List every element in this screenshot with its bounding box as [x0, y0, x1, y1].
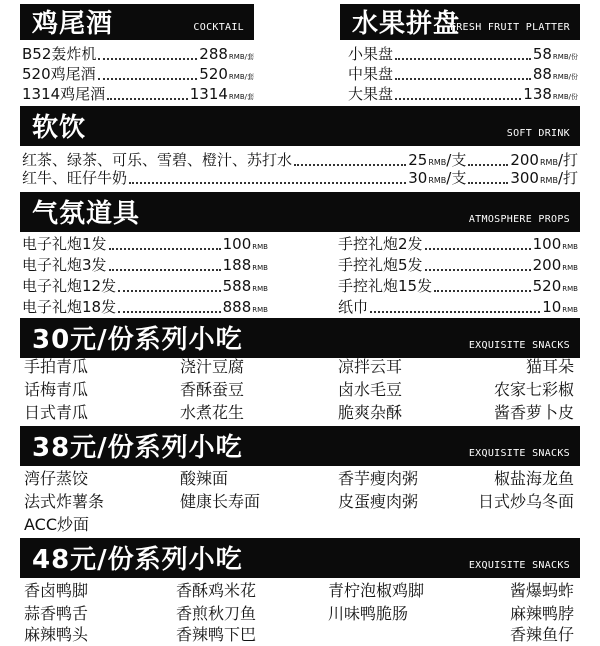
snack-item: 麻辣鸭脖: [509, 604, 574, 623]
snack-item: 蒜香鸭舌: [24, 604, 89, 623]
snack-item: 水煮花生: [180, 403, 245, 422]
snacks48-header: [20, 538, 580, 578]
snack-item: 香酥鸡米花: [176, 581, 257, 600]
props-item: 电子礼炮18发 888 RMB: [22, 298, 268, 316]
soft-drink-subtitle: SOFT DRINK: [506, 128, 570, 139]
props-item: 手控礼炮5发 200 RMB: [338, 256, 578, 274]
snack-item: 椒盐海龙鱼: [493, 469, 574, 488]
snack-item: 香辣鱼仔: [509, 625, 574, 644]
cocktail-item: 520鸡尾酒 520 RMB/套: [22, 65, 254, 83]
snacks48-title: 48元/份系列小吃: [32, 544, 243, 575]
props-subtitle: ATMOSPHERE PROPS: [468, 214, 570, 225]
snack-item: 话梅青瓜: [24, 380, 89, 399]
cocktail-header: [20, 4, 254, 40]
snack-item: 青柠泡椒鸡脚: [328, 581, 425, 600]
snacks38-title: 38元/份系列小吃: [32, 432, 243, 463]
snacks48-subtitle: EXQUISITE SNACKS: [468, 560, 570, 571]
fruit-title: 水果拼盘: [352, 8, 461, 39]
props-title: 气氛道具: [32, 198, 141, 229]
fruit-subtitle: FRESH FRUIT PLATTER: [449, 22, 570, 33]
props-item: 手控礼炮15发 520 RMB: [338, 277, 578, 295]
snack-item: 香辣鸭下巴: [176, 625, 257, 644]
fruit-item: 大果盘 138 RMB/份: [348, 85, 578, 103]
snack-item: 手拍青瓜: [24, 357, 89, 376]
snack-item: 麻辣鸭头: [24, 625, 89, 644]
props-item: 电子礼炮1发 100 RMB: [22, 235, 268, 253]
snack-item: 香卤鸭脚: [24, 581, 89, 600]
snacks30-header: [20, 318, 580, 358]
snack-item: 湾仔蒸饺: [24, 469, 89, 488]
snack-item: ACC炒面: [24, 515, 90, 534]
cocktail-title: 鸡尾酒: [32, 8, 114, 39]
soft-drink-line: 红茶、绿茶、可乐、雪碧、橙汁、苏打水 25 RMB /支 200 RMB /打: [22, 151, 578, 169]
snack-item: 酱爆蚂蚱: [509, 581, 574, 600]
snack-item: 浇汁豆腐: [180, 357, 245, 376]
props-item: 手控礼炮2发 100 RMB: [338, 235, 578, 253]
snacks38-subtitle: EXQUISITE SNACKS: [468, 448, 570, 459]
cocktail-item: 1314鸡尾酒 1314 RMB/套: [22, 85, 254, 103]
snack-item: 香芋瘦肉粥: [338, 469, 419, 488]
snack-item: 日式炒乌冬面: [477, 492, 574, 511]
snack-item: 脆爽杂酥: [338, 403, 403, 422]
soft-drink-title: 软饮: [32, 112, 87, 143]
snack-item: 香煎秋刀鱼: [176, 604, 257, 623]
fruit-header: [340, 4, 580, 40]
snack-item: 农家七彩椒: [493, 380, 574, 399]
snack-item: 日式青瓜: [24, 403, 89, 422]
snack-item: 川味鸭脆肠: [328, 604, 409, 623]
snack-item: 卤水毛豆: [338, 380, 403, 399]
snack-item: 健康长寿面: [180, 492, 261, 511]
soft-drink-header: [20, 106, 580, 146]
props-header: [20, 192, 580, 232]
snacks30-title: 30元/份系列小吃: [32, 324, 243, 355]
props-item: 纸巾 10 RMB: [338, 298, 578, 316]
cocktail-item: B52轰炸机 288 RMB/套: [22, 45, 254, 63]
cocktail-subtitle: COCKTAIL: [193, 22, 244, 33]
fruit-item: 小果盘 58 RMB/份: [348, 45, 578, 63]
snack-item: 酱香萝卜皮: [493, 403, 574, 422]
snack-item: 酸辣面: [180, 469, 229, 488]
props-item: 电子礼炮3发 188 RMB: [22, 256, 268, 274]
snack-item: 香酥蚕豆: [180, 380, 245, 399]
snack-item: 法式炸薯条: [24, 492, 105, 511]
props-item: 电子礼炮12发 588 RMB: [22, 277, 268, 295]
snack-item: 皮蛋瘦肉粥: [338, 492, 419, 511]
snack-item: 凉拌云耳: [338, 357, 403, 376]
snacks30-subtitle: EXQUISITE SNACKS: [468, 340, 570, 351]
snacks38-header: [20, 426, 580, 466]
fruit-item: 中果盘 88 RMB/份: [348, 65, 578, 83]
soft-drink-line: 红牛、旺仔牛奶 30 RMB /支 300 RMB /打: [22, 169, 578, 187]
snack-item: 猫耳朵: [525, 357, 574, 376]
